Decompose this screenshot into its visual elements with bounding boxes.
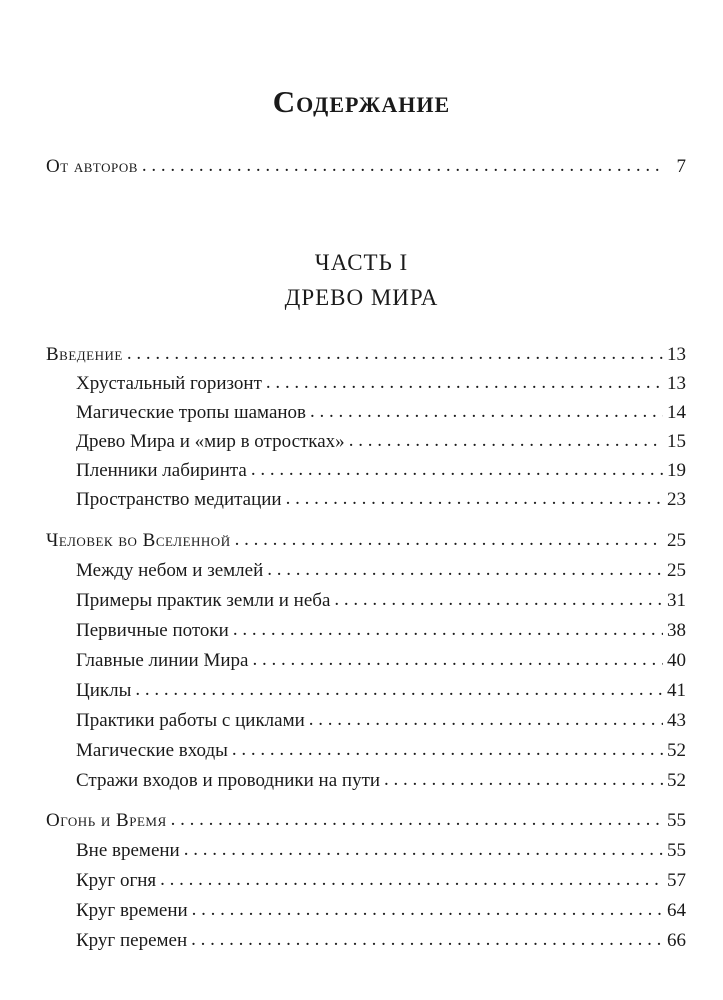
toc-entry-label: Пространство медитации: [76, 489, 282, 510]
toc-entry-label: Стражи входов и проводники на пути: [76, 770, 381, 791]
toc-entry-label: Круг огня: [76, 870, 157, 891]
toc-leader-dots: [251, 459, 663, 481]
toc-entry-label: Магические входы: [76, 740, 228, 761]
toc-entry-page: 31: [667, 590, 686, 611]
toc-entry-page: 66: [667, 930, 686, 951]
toc-entry-page: 38: [667, 620, 686, 641]
toc-leader-dots: [310, 401, 663, 423]
toc-entry-label: Круг времени: [76, 900, 188, 921]
toc-leader-dots: [384, 769, 663, 791]
toc-section-human-in-universe[interactable]: [46, 530, 686, 558]
toc-entry-label: Огонь и Время: [46, 810, 167, 831]
toc-subentry[interactable]: [76, 650, 686, 678]
toc-subentry[interactable]: [76, 840, 686, 868]
toc-entry-label: Пленники лабиринта: [76, 460, 247, 481]
toc-entry-page: 40: [667, 650, 686, 671]
toc-entry-label: Хрустальный горизонт: [76, 373, 262, 394]
toc-leader-dots: [252, 649, 663, 671]
toc-entry-label: Вне времени: [76, 840, 180, 861]
toc-entry-page: 23: [667, 489, 686, 510]
toc-leader-dots: [286, 488, 663, 510]
toc-entry-page: 25: [667, 530, 686, 551]
toc-leader-dots: [267, 559, 663, 581]
page-title: Содержание: [272, 84, 451, 119]
toc-entry-page: 25: [667, 560, 686, 581]
toc-leader-dots: [160, 869, 663, 891]
toc-entry-label: Магические тропы шаманов: [76, 402, 307, 423]
toc-entry-label: Человек во Вселенной: [46, 530, 231, 551]
toc-subentry[interactable]: [76, 560, 686, 588]
toc-subentry[interactable]: [76, 710, 686, 738]
toc-leader-dots: [233, 619, 663, 641]
toc-entry-page: 19: [667, 460, 686, 481]
toc-entry-label: Примеры практик земли и неба: [76, 590, 331, 611]
toc-subentry[interactable]: [76, 402, 686, 430]
toc-leader-dots: [171, 809, 663, 831]
toc-subentry[interactable]: [76, 770, 686, 798]
toc-leader-dots: [142, 155, 664, 177]
toc-leader-dots: [192, 899, 663, 921]
toc-entry-label: Первичные потоки: [76, 620, 229, 641]
toc-entry-page: 55: [667, 810, 686, 831]
toc-subentry[interactable]: [76, 489, 686, 517]
toc-leader-dots: [235, 529, 663, 551]
toc-entry-page: 64: [667, 900, 686, 921]
part-title: ДРЕВО МИРА: [284, 285, 439, 310]
toc-entry-page: 7: [676, 156, 686, 177]
toc-leader-dots: [184, 839, 663, 861]
toc-subentry[interactable]: [76, 620, 686, 648]
toc-entry-label: Циклы: [76, 680, 132, 701]
toc-leader-dots: [191, 929, 663, 951]
toc-entry-page: 14: [667, 402, 686, 423]
toc-entry-page: 52: [667, 770, 686, 791]
toc-entry-page: 57: [667, 870, 686, 891]
toc-leader-dots: [127, 343, 663, 365]
toc-subentry[interactable]: [76, 870, 686, 898]
toc-subentry[interactable]: [76, 373, 686, 401]
toc-entry-intro[interactable]: [46, 156, 686, 184]
toc-entry-page: 13: [667, 373, 686, 394]
toc-subentry[interactable]: [76, 680, 686, 708]
toc-entry-label: Главные линии Мира: [76, 650, 249, 671]
toc-subentry[interactable]: [76, 431, 686, 459]
toc-entry-page: 52: [667, 740, 686, 761]
toc-leader-dots: [232, 739, 663, 761]
toc-entry-label: От авторов: [46, 156, 138, 177]
toc-leader-dots: [334, 589, 663, 611]
toc-subentry[interactable]: [76, 590, 686, 618]
toc-entry-label: Введение: [46, 344, 123, 365]
toc-entry-label: Практики работы с циклами: [76, 710, 305, 731]
toc-section-introduction[interactable]: [46, 344, 686, 372]
toc-entry-page: 55: [667, 840, 686, 861]
toc-subentry[interactable]: [76, 460, 686, 488]
toc-subentry[interactable]: [76, 740, 686, 768]
toc-entry-page: 13: [667, 344, 686, 365]
toc-leader-dots: [266, 372, 663, 394]
toc-entry-page: 15: [667, 431, 686, 452]
toc-leader-dots: [135, 679, 663, 701]
part-number: ЧАСТЬ I: [314, 250, 409, 275]
toc-leader-dots: [349, 430, 663, 452]
toc-entry-page: 43: [667, 710, 686, 731]
toc-section-fire-and-time[interactable]: [46, 810, 686, 838]
toc-entry-label: Между небом и землей: [76, 560, 264, 581]
toc-entry-label: Круг перемен: [76, 930, 188, 951]
toc-subentry[interactable]: [76, 930, 686, 958]
toc-leader-dots: [309, 709, 663, 731]
toc-entry-label: Древо Мира и «мир в отростках»: [76, 431, 345, 452]
toc-subentry[interactable]: [76, 900, 686, 928]
toc-entry-page: 41: [667, 680, 686, 701]
